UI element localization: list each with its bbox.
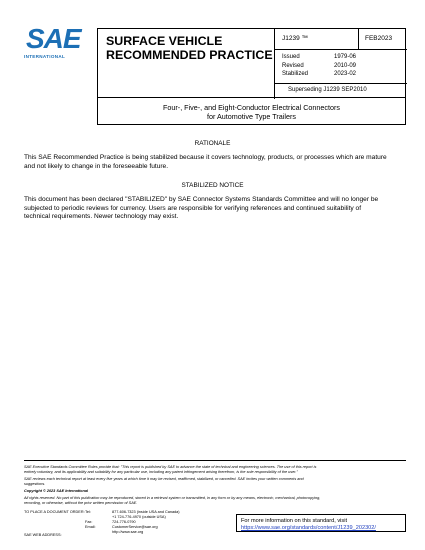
- website-link[interactable]: http://www.sae.org: [112, 529, 144, 534]
- more-info-text: For more information on this standard, visit: [241, 518, 348, 524]
- standard-number: J1239 ™: [282, 35, 309, 42]
- footer-copyright: Copyright © 2023 SAE International: [24, 489, 88, 493]
- document-header: [97, 28, 406, 98]
- sae-web-address-label: SAE WEB ADDRESS:: [24, 533, 62, 537]
- order-label: TO PLACE A DOCUMENT ORDER:: [24, 510, 85, 514]
- contact-labels: Tel: Fax: Email:: [85, 510, 96, 529]
- standard-date: FEB2023: [365, 35, 393, 42]
- footer-divider: [24, 460, 406, 461]
- footer-rules-text: SAE Executive Standards Committee Rules provide that: "This report is published by SAE to advance the state of technical and engineering sciences. The use of this report is entirely voluntary, and its applicability and suitability for any particular use, including any patent infringement arising therefrom, is the sole responsibility of the user.": [24, 465, 317, 474]
- footer-rights-text: All rights reserved. No part of this publication may be reproduced, stored in a retrieval system or transmitted, in any form or by any means, electronic, mechanical, photocopying, recording, or otherwise, without the prior written permission of SAE.: [24, 496, 321, 505]
- email-link[interactable]: CustomerService@sae.org: [112, 524, 158, 529]
- document-type-title: SURFACE VEHICLE RECOMMENDED PRACTICE: [106, 34, 273, 62]
- logo-letters: SAE: [26, 23, 81, 54]
- more-info-box: [236, 514, 406, 532]
- stabilized-notice-text: This document has been declared "STABILIZED" by SAE Connector Systems Standards Committee and will no longer be subjected to periodic reviews for currency. Users are responsible for verifying references and continued suitability of technical requirements. Newer technology may exist.: [24, 196, 379, 221]
- footer-review-text: SAE reviews each technical report at least every five years at which time it may be revised, reaffirmed, stabilized, or cancelled. SAE invites your written comments and suggestions.: [24, 477, 304, 486]
- rationale-text: This SAE Recommended Practice is being stabilized because it covers technology, products, or processes which are mature and not likely to change in the foreseeable future.: [24, 154, 387, 170]
- contact-values: 877-606-7323 (inside USA and Canada) +1 724-776-4970 (outside USA) 724-776-0790 CustomerService@sae.org http://www.sae.org: [112, 510, 180, 534]
- date-values: 1979-06 2010-09 2023-02: [334, 54, 357, 78]
- sae-logo: [24, 24, 80, 64]
- rationale-heading: RATIONALE: [194, 140, 231, 147]
- superseding-note: Superseding J1239 SEP2010: [288, 87, 367, 93]
- document-subtitle-box: [97, 97, 406, 125]
- logo-subtitle: INTERNATIONAL: [24, 54, 66, 59]
- date-labels: Issued Revised Stabilized: [282, 54, 309, 78]
- standard-link[interactable]: https://www.sae.org/standards/content/J1239_202302/: [241, 525, 376, 531]
- stabilized-notice-heading: STABILIZED NOTICE: [181, 182, 244, 189]
- document-subtitle: Four-, Five-, and Eight-Conductor Electrical Connectors for Automotive Type Trailers: [163, 103, 340, 121]
